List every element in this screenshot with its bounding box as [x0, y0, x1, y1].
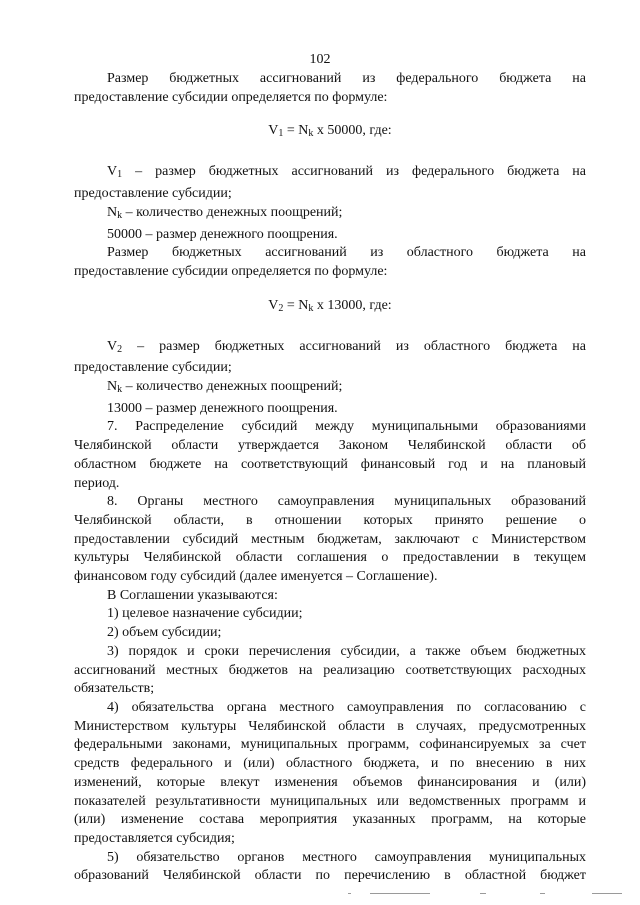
def2-nk: $N_k$ – количество денежных поощрений; [107, 379, 343, 396]
agreement-item-4-line: федеральными законами, муниципальных программ, софинансируемых за счет [74, 737, 586, 753]
p7-line: областном бюджете на соответствующий финансовый год и на плановый [74, 456, 586, 472]
def1-nk: $N_k$ – количество денежных поощрений; [107, 204, 343, 221]
agreement-item-5-line: образований Челябинской области по перечислению в областной бюджет [74, 868, 586, 884]
scan-mark [540, 893, 545, 894]
agreement-item-4-line: средств федерального и (или) областного бюджета, и по внесению в них [74, 756, 586, 772]
agreement-item-4-line: 4) обязательства органа местного самоуправления по согласованию с [107, 699, 586, 715]
agreement-intro: В Соглашении указываются: [107, 587, 278, 603]
scan-footer-marks [330, 893, 630, 897]
agreement-item-5-line: 5) обязательство органов местного самоуправления муниципальных [107, 849, 586, 865]
def2-line1: $V_2$ – размер бюджетных ассигнований из областного бюджета на [107, 338, 586, 355]
p7-line: Челябинской области утверждается Законом Челябинской области об [74, 438, 586, 454]
p8-line: предоставлении субсидий местным бюджетам, заключают с Министерством [74, 531, 586, 547]
agreement-item-3-line: обязательств; [74, 681, 155, 697]
agreement-item-3-line: ассигнований местных бюджетов на реализацию соответствующих расходных [74, 662, 586, 678]
para1-line1: Размер бюджетных ассигнований из федерального бюджета на [107, 71, 586, 86]
p7-line: 7. Распределение субсидий между муниципальными образованиями [107, 419, 586, 435]
agreement-item-4-line: (или) изменение состава мероприятия указанных программ, на которые [74, 812, 586, 828]
formula-regional: $V_2 = N_k$ x 13000, где: [268, 297, 392, 314]
para1-line2: предоставление субсидии определяется по формуле: [74, 89, 388, 105]
def1-amount: 50000 – размер денежного поощрения. [107, 226, 338, 242]
agreement-item-4-line: предоставляется субсидия; [74, 830, 235, 846]
scan-mark [592, 893, 622, 894]
p8-line: 8. Органы местного самоуправления муниципальных образований [107, 494, 586, 510]
document-body [74, 70, 586, 886]
scan-mark [370, 893, 430, 894]
agreement-item-4-line: показателей результативности муниципальных или ведомственных программ и [74, 793, 586, 809]
p8-line: Челябинской области, в отношении которых принято решение о [74, 512, 586, 528]
agreement-item-3-line: 3) порядок и сроки перечисления субсидии, а также объем бюджетных [107, 643, 586, 659]
agreement-item-4-line: изменений, которые влекут изменения объемов финансирования и (или) [74, 774, 586, 790]
agreement-item-4-line: Министерством культуры Челябинской области в случаях, предусмотренных [74, 718, 586, 734]
p8-line: культуры Челябинской области соглашения о предоставлении в текущем [74, 550, 586, 566]
scan-mark [480, 893, 486, 894]
def2-amount: 13000 – размер денежного поощрения. [107, 400, 338, 416]
scan-mark [348, 893, 351, 894]
agreement-item-2: 2) объем субсидии; [107, 625, 222, 641]
para2-line1: Размер бюджетных ассигнований из областного бюджета на [107, 245, 586, 261]
def1-line1: $V_1$ – размер бюджетных ассигнований из федерального бюджета на [107, 164, 586, 181]
agreement-item-1: 1) целевое назначение субсидии; [107, 606, 303, 622]
page-number: 102 [309, 52, 331, 67]
para2-line2: предоставление субсидии определяется по формуле: [74, 263, 388, 279]
p8-line: финансовом году субсидий (далее именуется – Соглашение). [74, 569, 438, 585]
def1-line2: предоставление субсидии; [74, 186, 232, 202]
def2-line2: предоставление субсидии; [74, 360, 232, 376]
p7-line: период. [74, 475, 120, 491]
formula-federal: $V_1 = N_k$ x 50000, где: [268, 123, 392, 140]
